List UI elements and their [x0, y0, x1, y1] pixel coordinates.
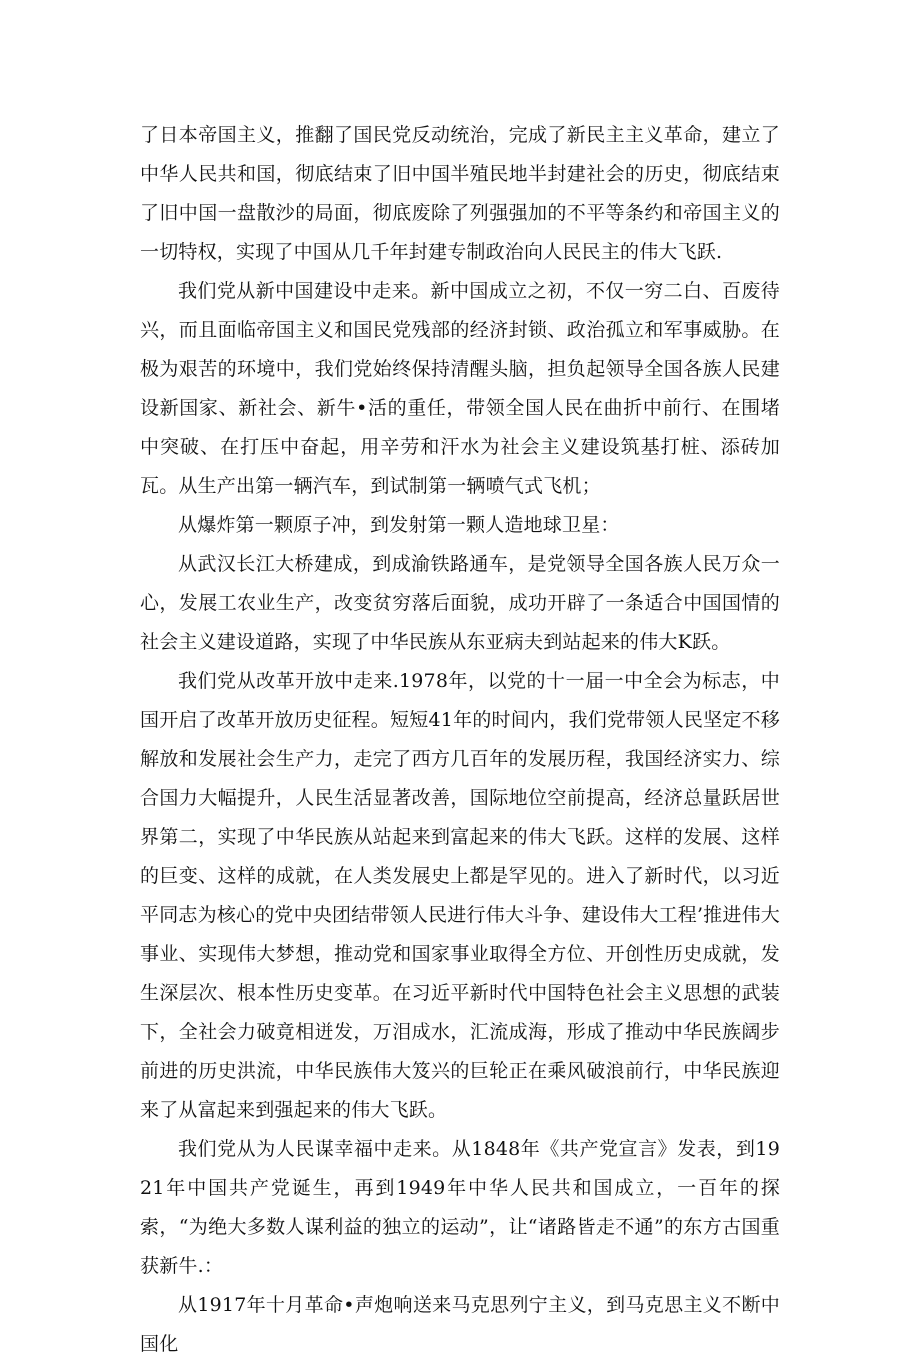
paragraph-5: 我们党从改革开放中走来.1978年，以党的十一届一中全会为标志，中国开启了改革开放历史征程。短短41年的时间内，我们党带领人民坚定不移解放和发展社会生产力，走完了西方几百年的发展历程，我国经济实力、综合国力大幅提升，人民生活显著改善，国际地位空前提高，经济总量跃居世界第二，实现了中华民族从站起来到富起来的伟大飞跃。这样的发展、这样的巨变、这样的成就，在人类发展史上都是罕见的。进入了新时代，以习近平同志为核心的党中央团结带领人民进行伟大斗争、建设伟大工程’推进伟大事业、实现伟大梦想，推动党和国家事业取得全方位、开创性历史成就，发生深层次、根本性历史变革。在习近平新时代中国特色社会主义思想的武装下，全社会力破竟相迸发，万泪成水，汇流成海，形成了推动中华民族阔步前进的历史洪流，中华民族伟大笈兴的巨轮正在乘风破浪前行，中华民族迎来了从富起来到强起来的伟大飞跃。 [140, 670, 780, 1121]
paragraph-2: 我们党从新中国建设中走来。新中国成立之初，不仅一穷二白、百废待兴，而且面临帝国主义和国民党残部的经济封锁、政治孤立和军事威胁。在极为艰苦的环境中，我们党始终保持清醒头脑，担负起领导全国各族人民建设新国家、新社会、新牛•活的重任，带领全国人民在曲折中前行、在围堵中突破、在打压中奋起，用辛劳和汗水为社会主义建设筑基打桩、添砖加瓦。从生产出第一辆汽车，到试制第一辆喷气式飞机； [140, 280, 780, 497]
document-body [140, 116, 780, 1364]
paragraph-4: 从武汉长江大桥建成，到成渝铁路通车，是党领导全国各族人民万众一心，发展工农业生产，改变贫穷落后面貌，成功开辟了一条适合中国国情的社会主义建设道路，实现了中华民族从东亚病夫到站起来的伟大K跃。 [140, 553, 780, 653]
paragraph-6: 我们党从为人民谋幸福中走来。从1848年《共产党宣言》发表，到1921年中国共产党诞生，再到1949年中华人民共和国成立，一百年的探索，“为绝大多数人谋利益的独立的运动”，让“诸路皆走不通”的东方古国重获新牛.： [140, 1138, 780, 1277]
paragraph-3: 从爆炸第一颗原子冲，到发射第一颗人造地球卫星： [178, 514, 620, 536]
paragraph-1: 了日本帝国主义，推翻了国民党反动统治，完成了新民主主义革命，建立了中华人民共和国，彻底结束了旧中国半殖民地半封建社会的历史，彻底结束了旧中国一盘散沙的局面，彻底废除了列强强加的不平等条约和帝国主义的一切特权，实现了中国从几千年封建专制政治向人民民主的伟大飞跃. [140, 124, 780, 263]
paragraph-7: 从1917年十月革命•声炮响送来马克思列宁主义，到马克思主义不断中国化 [140, 1294, 780, 1355]
